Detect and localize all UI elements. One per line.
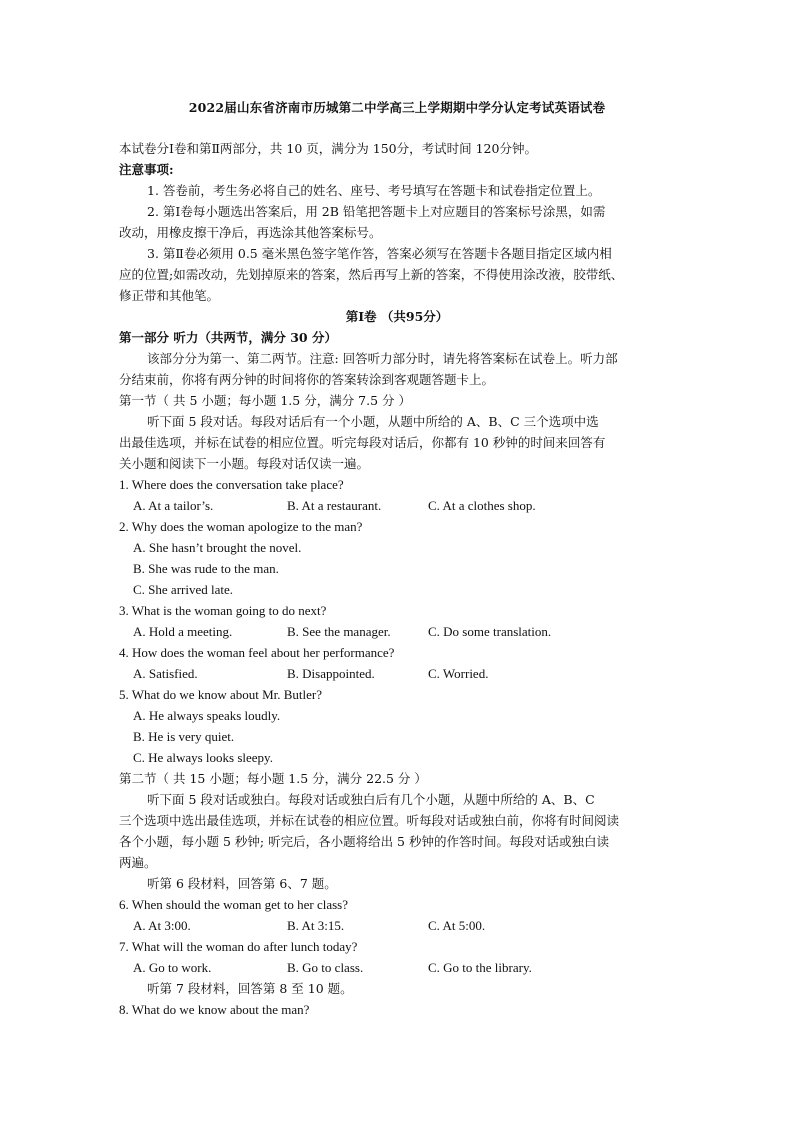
section1-heading: 第一节（ 共 5 小题；每小题 1.5 分，满分 7.5 分 ） [119,393,411,408]
option-c: C. At a clothes shop. [428,498,536,513]
option-a: A. He always speaks loudly. [133,708,281,723]
option-c: C. At 5:00. [428,918,486,933]
option-a: A. Hold a meeting. [133,624,233,639]
question-2: 2. Why does the woman apologize to the man? [119,519,363,534]
question-1-options [119,495,675,516]
exam-title: 2022届山东省济南市历城第二中学高三上学期期中学分认定考试英语试卷 [188,100,606,115]
section2-description: 听下面 5 段对话或独白。每段对话或独白后有几个小题，从题中所给的 A、B、C 三个选项中选出最佳选项，并标在试卷的相应位置。听每段对话或独白前，你将有时间阅读 各个小题，每小题 5 秒钟; 听完后，各小题将给出 5 秒钟的作答时间。每段对话或独白读 两遍。 [119,792,620,870]
option-c: C. He always looks sleepy. [133,750,273,765]
question-8: 8. What do we know about the man? [119,1002,310,1017]
question-4-options [119,663,675,684]
question-6-options [119,915,675,936]
material-7-instruction: 听第 7 段材料，回答第 8 至 10 题。 [147,981,353,996]
section2-heading: 第二节（ 共 15 小题；每小题 1.5 分，满分 22.5 分 ） [119,771,427,786]
question-7-options [119,957,675,978]
question-3-options [119,621,675,642]
part1-description: 该部分分为第一、第二两节。注意: 回答听力部分时，请先将答案标在试卷上。听力部 分结束前，你将有两分钟的时间将你的答案转涂到客观题答题卡上。 [119,351,618,387]
option-c: C. Go to the library. [428,960,532,975]
notice-item-1: 1. 答卷前，考生务必将自己的姓名、座号、考号填写在答题卡和试卷指定位置上。 [147,183,601,198]
question-6: 6. When should the woman get to her class? [119,897,349,912]
option-a: A. Go to work. [133,960,212,975]
question-7: 7. What will the woman do after lunch today? [119,939,358,954]
exam-content [119,138,675,1020]
option-c: C. Worried. [428,666,489,681]
section1-description: 听下面 5 段对话。每段对话后有一个小题，从题中所给的 A、B、C 三个选项中选 出最佳选项，并标在试卷的相应位置。听完每段对话后，你都有 10 秒钟的时间来回答有 关小题和阅读下一小题。每段对话仅读一遍。 [119,414,606,471]
option-b: B. At 3:15. [287,918,345,933]
notice-heading: 注意事项: [119,162,174,177]
option-a: A. At 3:00. [133,918,191,933]
option-b: B. Disappointed. [287,666,375,681]
option-a: A. She hasn’t brought the novel. [133,540,302,555]
question-1: 1. Where does the conversation take place? [119,477,344,492]
option-c: C. Do some translation. [428,624,552,639]
option-b: B. She was rude to the man. [133,561,279,576]
material-6-instruction: 听第 6 段材料，回答第 6、7 题。 [147,876,337,891]
notice-item-3: 3. 第Ⅱ卷必须用 0.5 毫米黑色签字笔作答，答案必须写在答题卡各题目指定区域内相 应的位置;如需改动，先划掉原来的答案，然后再写上新的答案，不得使用涂改液，胶带纸、 修正带和其他笔。 [119,246,624,303]
option-a: A. Satisfied. [133,666,198,681]
option-b: B. He is very quiet. [133,729,235,744]
question-5: 5. What do we know about Mr. Butler? [119,687,323,702]
option-b: B. At a restaurant. [287,498,382,513]
option-b: B. See the manager. [287,624,391,639]
question-3: 3. What is the woman going to do next? [119,603,327,618]
option-a: A. At a tailor’s. [133,498,214,513]
option-b: B. Go to class. [287,960,364,975]
part1-heading: 第一部分 听力（共两节，满分 30 分） [119,330,337,345]
exam-intro: 本试卷分Ⅰ卷和第Ⅱ两部分，共 10 页，满分为 150分，考试时间 120分钟。 [119,141,537,156]
option-c: C. She arrived late. [133,582,233,597]
notice-item-2: 2. 第Ⅰ卷每小题选出答案后，用 2B 铅笔把答题卡上对应题目的答案标号涂黑，如需 改动，用橡皮擦干净后，再选涂其他答案标号。 [119,204,606,240]
volume-title: 第Ⅰ卷 （共95分） [345,309,449,324]
question-4: 4. How does the woman feel about her performance? [119,645,395,660]
